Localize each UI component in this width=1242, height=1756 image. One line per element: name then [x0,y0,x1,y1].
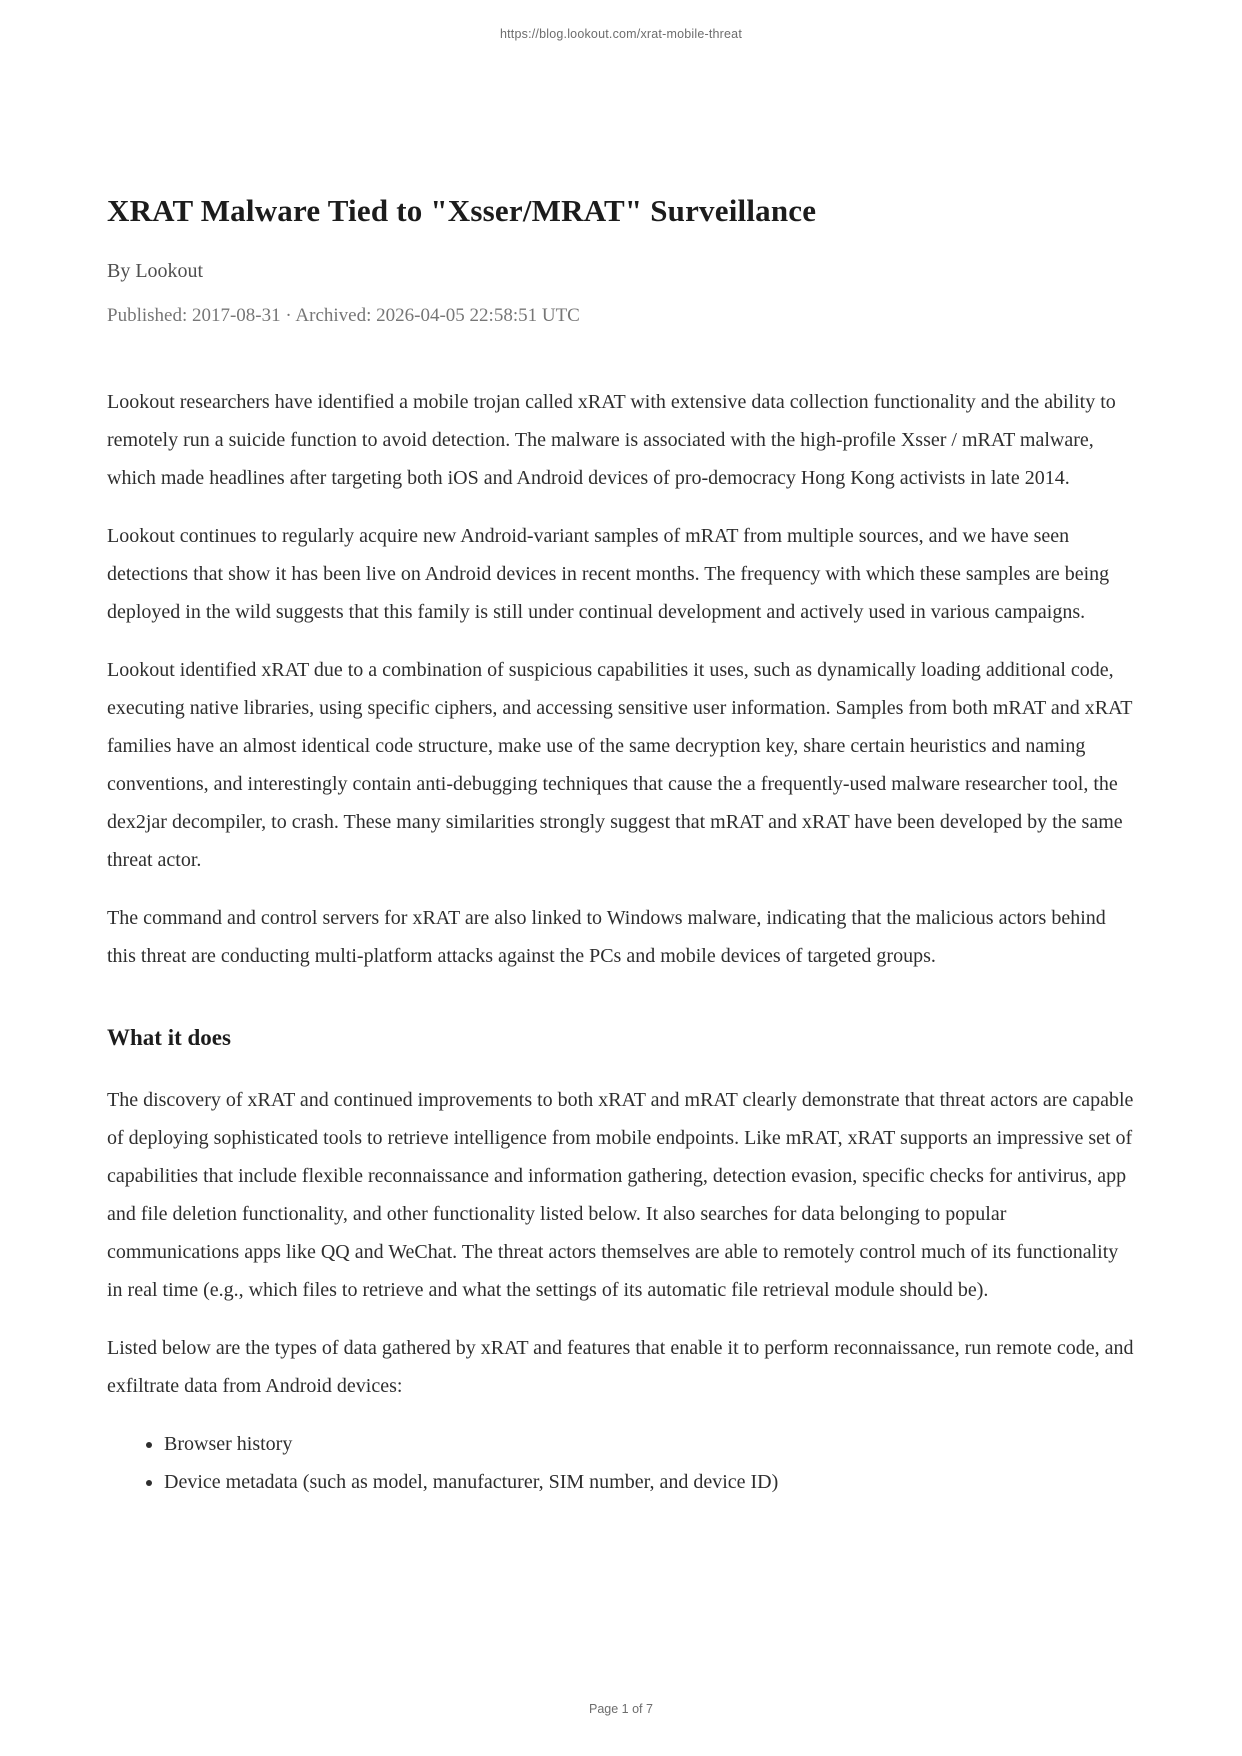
list-item: • Device metadata (such as model, manufacturer, SIM number, and device ID) [164,1463,1138,1501]
list-item: • Browser history [164,1425,1138,1463]
publish-archive-meta: Published: 2017-08-31 · Archived: 2026-04-05 22:58:51 UTC [107,305,580,327]
article-title: XRAT Malware Tied to "Xsser/MRAT" Surveillance [107,193,817,228]
print-footer-page-number: Page 1 of 7 [589,1702,653,1716]
print-header-url: https://blog.lookout.com/xrat-mobile-threat [499,27,743,41]
section-heading-what-it-does: What it does [107,1025,231,1051]
data-types-bullet-list [107,1425,1138,1501]
intro-paragraph-3: Lookout identified xRAT due to a combination of suspicious capabilities it uses, such as dynamically loading additional code, executing native libraries, using specific ciphers, and accessing sensitive user information. Samples from both mRAT and xRAT families have an almost identical code structure, make use of the same decryption key, share certain heuristics and naming conventions, and interestingly contain anti-debugging techniques that cause the a frequently-used malware researcher tool, the dex2jar decompiler, to crash. These many similarities strongly suggest that mRAT and xRAT have been developed by the same threat actor. [107,659,1133,872]
article-byline: By Lookout [107,260,204,283]
intro-paragraph-2: Lookout continues to regularly acquire new Android-variant samples of mRAT from multiple sources, and we have seen detections that show it has been live on Android devices in recent months. The frequency with which these samples are being deployed in the wild suggests that this family is still under continual development and actively used in various campaigns. [107,525,1110,624]
section-paragraph-2: Listed below are the types of data gathered by xRAT and features that enable it to perform reconnaissance, run remote code, and exfiltrate data from Android devices: [107,1337,1134,1398]
intro-paragraph-4: The command and control servers for xRAT are also linked to Windows malware, indicating that the malicious actors behind this threat are conducting multi-platform attacks against the PCs and mobile devices of targeted groups. [107,907,1106,968]
article-body [107,0,1138,1501]
intro-paragraph-1: Lookout researchers have identified a mobile trojan called xRAT with extensive data collection functionality and the ability to remotely run a suicide function to avoid detection. The malware is associated with the high-profile Xsser / mRAT malware, which made headlines after targeting both iOS and Android devices of pro-democracy Hong Kong activists in late 2014. [107,391,1116,490]
section-paragraph-1: The discovery of xRAT and continued improvements to both xRAT and mRAT clearly demonstrate that threat actors are capable of deploying sophisticated tools to retrieve intelligence from mobile endpoints. Like mRAT, xRAT supports an impressive set of capabilities that include flexible reconnaissance and information gathering, detection evasion, specific checks for antivirus, app and file deletion functionality, and other functionality listed below. It also searches for data belonging to popular communications apps like QQ and WeChat. The threat actors themselves are able to remotely control much of its functionality in real time (e.g., which files to retrieve and what the settings of its automatic file retrieval module should be). [107,1089,1134,1302]
